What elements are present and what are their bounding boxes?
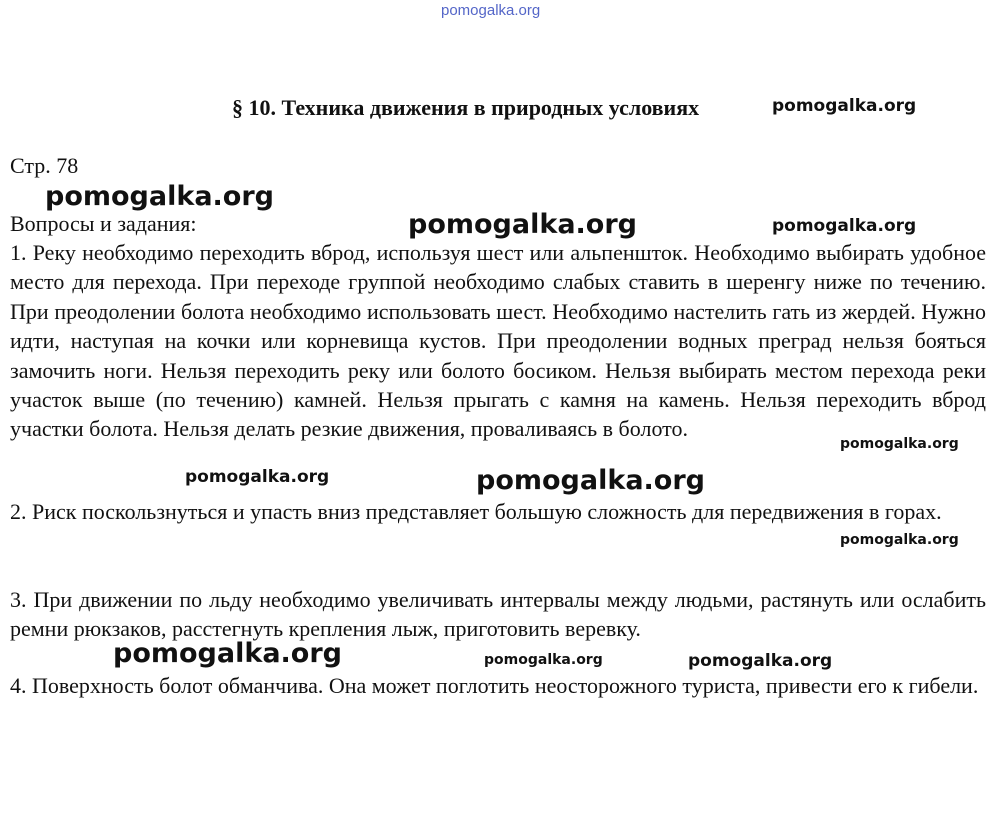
watermark-top-link[interactable]: pomogalka.org: [441, 2, 541, 19]
watermark: pomogalka.org: [772, 216, 917, 236]
watermark: pomogalka.org: [476, 465, 705, 496]
page-number: Стр. 78: [10, 153, 79, 178]
questions-heading: Вопросы и задания:: [10, 211, 197, 236]
answer-paragraph-2: 2. Риск поскользнуться и упасть вниз представляет большую сложность для передвижения в горах.: [10, 499, 942, 524]
watermark: pomogalka.org: [45, 181, 274, 212]
answer-paragraph-1: 1. Реку необходимо переходить вброд, используя шест или альпеншток. Необходимо выбирать удобное место для перехода. При переходе группой необходимо слабых ставить в шеренгу ниже по течению. При преодолении болота необходимо использовать шест. Необходимо настелить гать из жердей. Нужно идти, наступая на кочки или корневища кустов. При преодолении водных преград нельзя бояться замочить ноги. Нельзя переходить реку или болото босиком. Нельзя выбирать местом перехода реки участок выше (по течению) камней. Нельзя прыгать с камня на камень. Нельзя переходить вброд участки болота. Нельзя делать резкие движения, проваливаясь в болото.: [10, 240, 986, 442]
section-title: § 10. Техника движения в природных условиях: [232, 95, 700, 120]
watermark: pomogalka.org: [484, 652, 603, 668]
watermark: pomogalka.org: [772, 96, 917, 116]
watermark: pomogalka.org: [185, 467, 330, 487]
watermark: pomogalka.org: [840, 532, 959, 548]
watermark: pomogalka.org: [408, 209, 637, 240]
answer-paragraph-3: 3. При движении по льду необходимо увеличивать интервалы между людьми, растянуть или ослабить ремни рюкзаков, расстегнуть крепления лыж, приготовить веревку.: [10, 587, 986, 642]
answer-paragraph-4: 4. Поверхность болот обманчива. Она может поглотить неосторожного туриста, привести его к гибели.: [10, 673, 979, 698]
watermark: pomogalka.org: [688, 651, 833, 671]
watermark: pomogalka.org: [113, 638, 342, 669]
watermark: pomogalka.org: [840, 436, 959, 452]
